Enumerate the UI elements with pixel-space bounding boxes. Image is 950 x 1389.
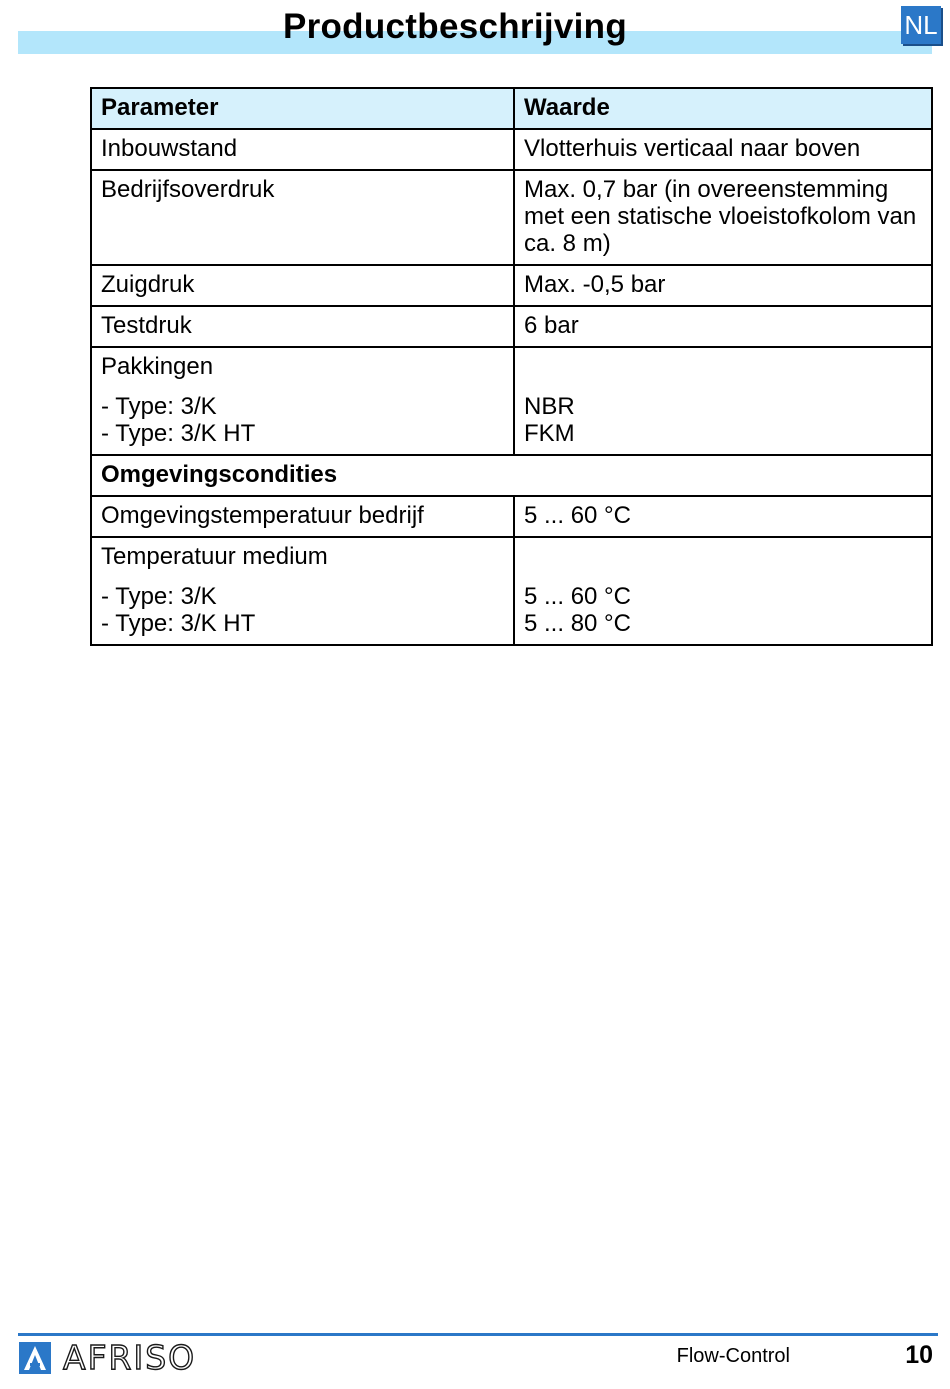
value-line: Max. 0,7 bar (in overeenstemming [524,176,889,203]
sub-value: FKM [524,420,575,447]
param-cell: Zuigdruk [91,265,514,306]
value-line: ca. 8 m) [524,230,611,257]
param-cell [91,537,514,645]
sub-param: - Type: 3/K [101,583,217,610]
afriso-logo-icon [19,1342,51,1374]
value-cell: Max. -0,5 bar [514,265,932,306]
product-name: Flow-Control [676,1345,790,1367]
column-header-parameter: Parameter [91,88,514,129]
table-row [91,265,932,306]
value-cell: 5 ... 60 °C [514,496,932,537]
value-line: met een statische vloeistofkolom van [524,203,917,230]
section-row [91,455,932,496]
column-header-value: Waarde [514,88,932,129]
param-name: Pakkingen [101,353,214,380]
sub-param: - Type: 3/K HT [101,420,256,447]
value-cell [514,347,932,455]
table-row [91,496,932,537]
param-cell: Testdruk [91,306,514,347]
spec-table [90,87,933,646]
footer-divider [18,1333,938,1336]
language-badge: NL [901,6,941,44]
brand-name: AFRISO [63,1338,197,1377]
sub-param: - Type: 3/K [101,393,217,420]
value-cell [514,537,932,645]
param-cell: Bedrijfsoverdruk [91,170,514,265]
table-row [91,170,932,265]
page-title: Productbeschrijving [282,7,628,46]
table-row [91,347,932,455]
param-cell: Omgevingstemperatuur bedrijf [91,496,514,537]
section-title: Omgevingscondities [91,455,932,496]
value-cell: 6 bar [514,306,932,347]
sub-value: NBR [524,393,575,420]
table-header-row [91,88,932,129]
sub-value: 5 ... 80 °C [524,610,631,637]
table-row [91,537,932,645]
sub-param: - Type: 3/K HT [101,610,256,637]
param-cell [91,347,514,455]
value-cell: Vlotterhuis verticaal naar boven [514,129,932,170]
page-number: 10 [905,1341,933,1369]
table-row [91,306,932,347]
table-row [91,129,932,170]
value-cell [514,170,932,265]
param-name: Temperatuur medium [101,543,328,570]
sub-value: 5 ... 60 °C [524,583,631,610]
param-cell: Inbouwstand [91,129,514,170]
